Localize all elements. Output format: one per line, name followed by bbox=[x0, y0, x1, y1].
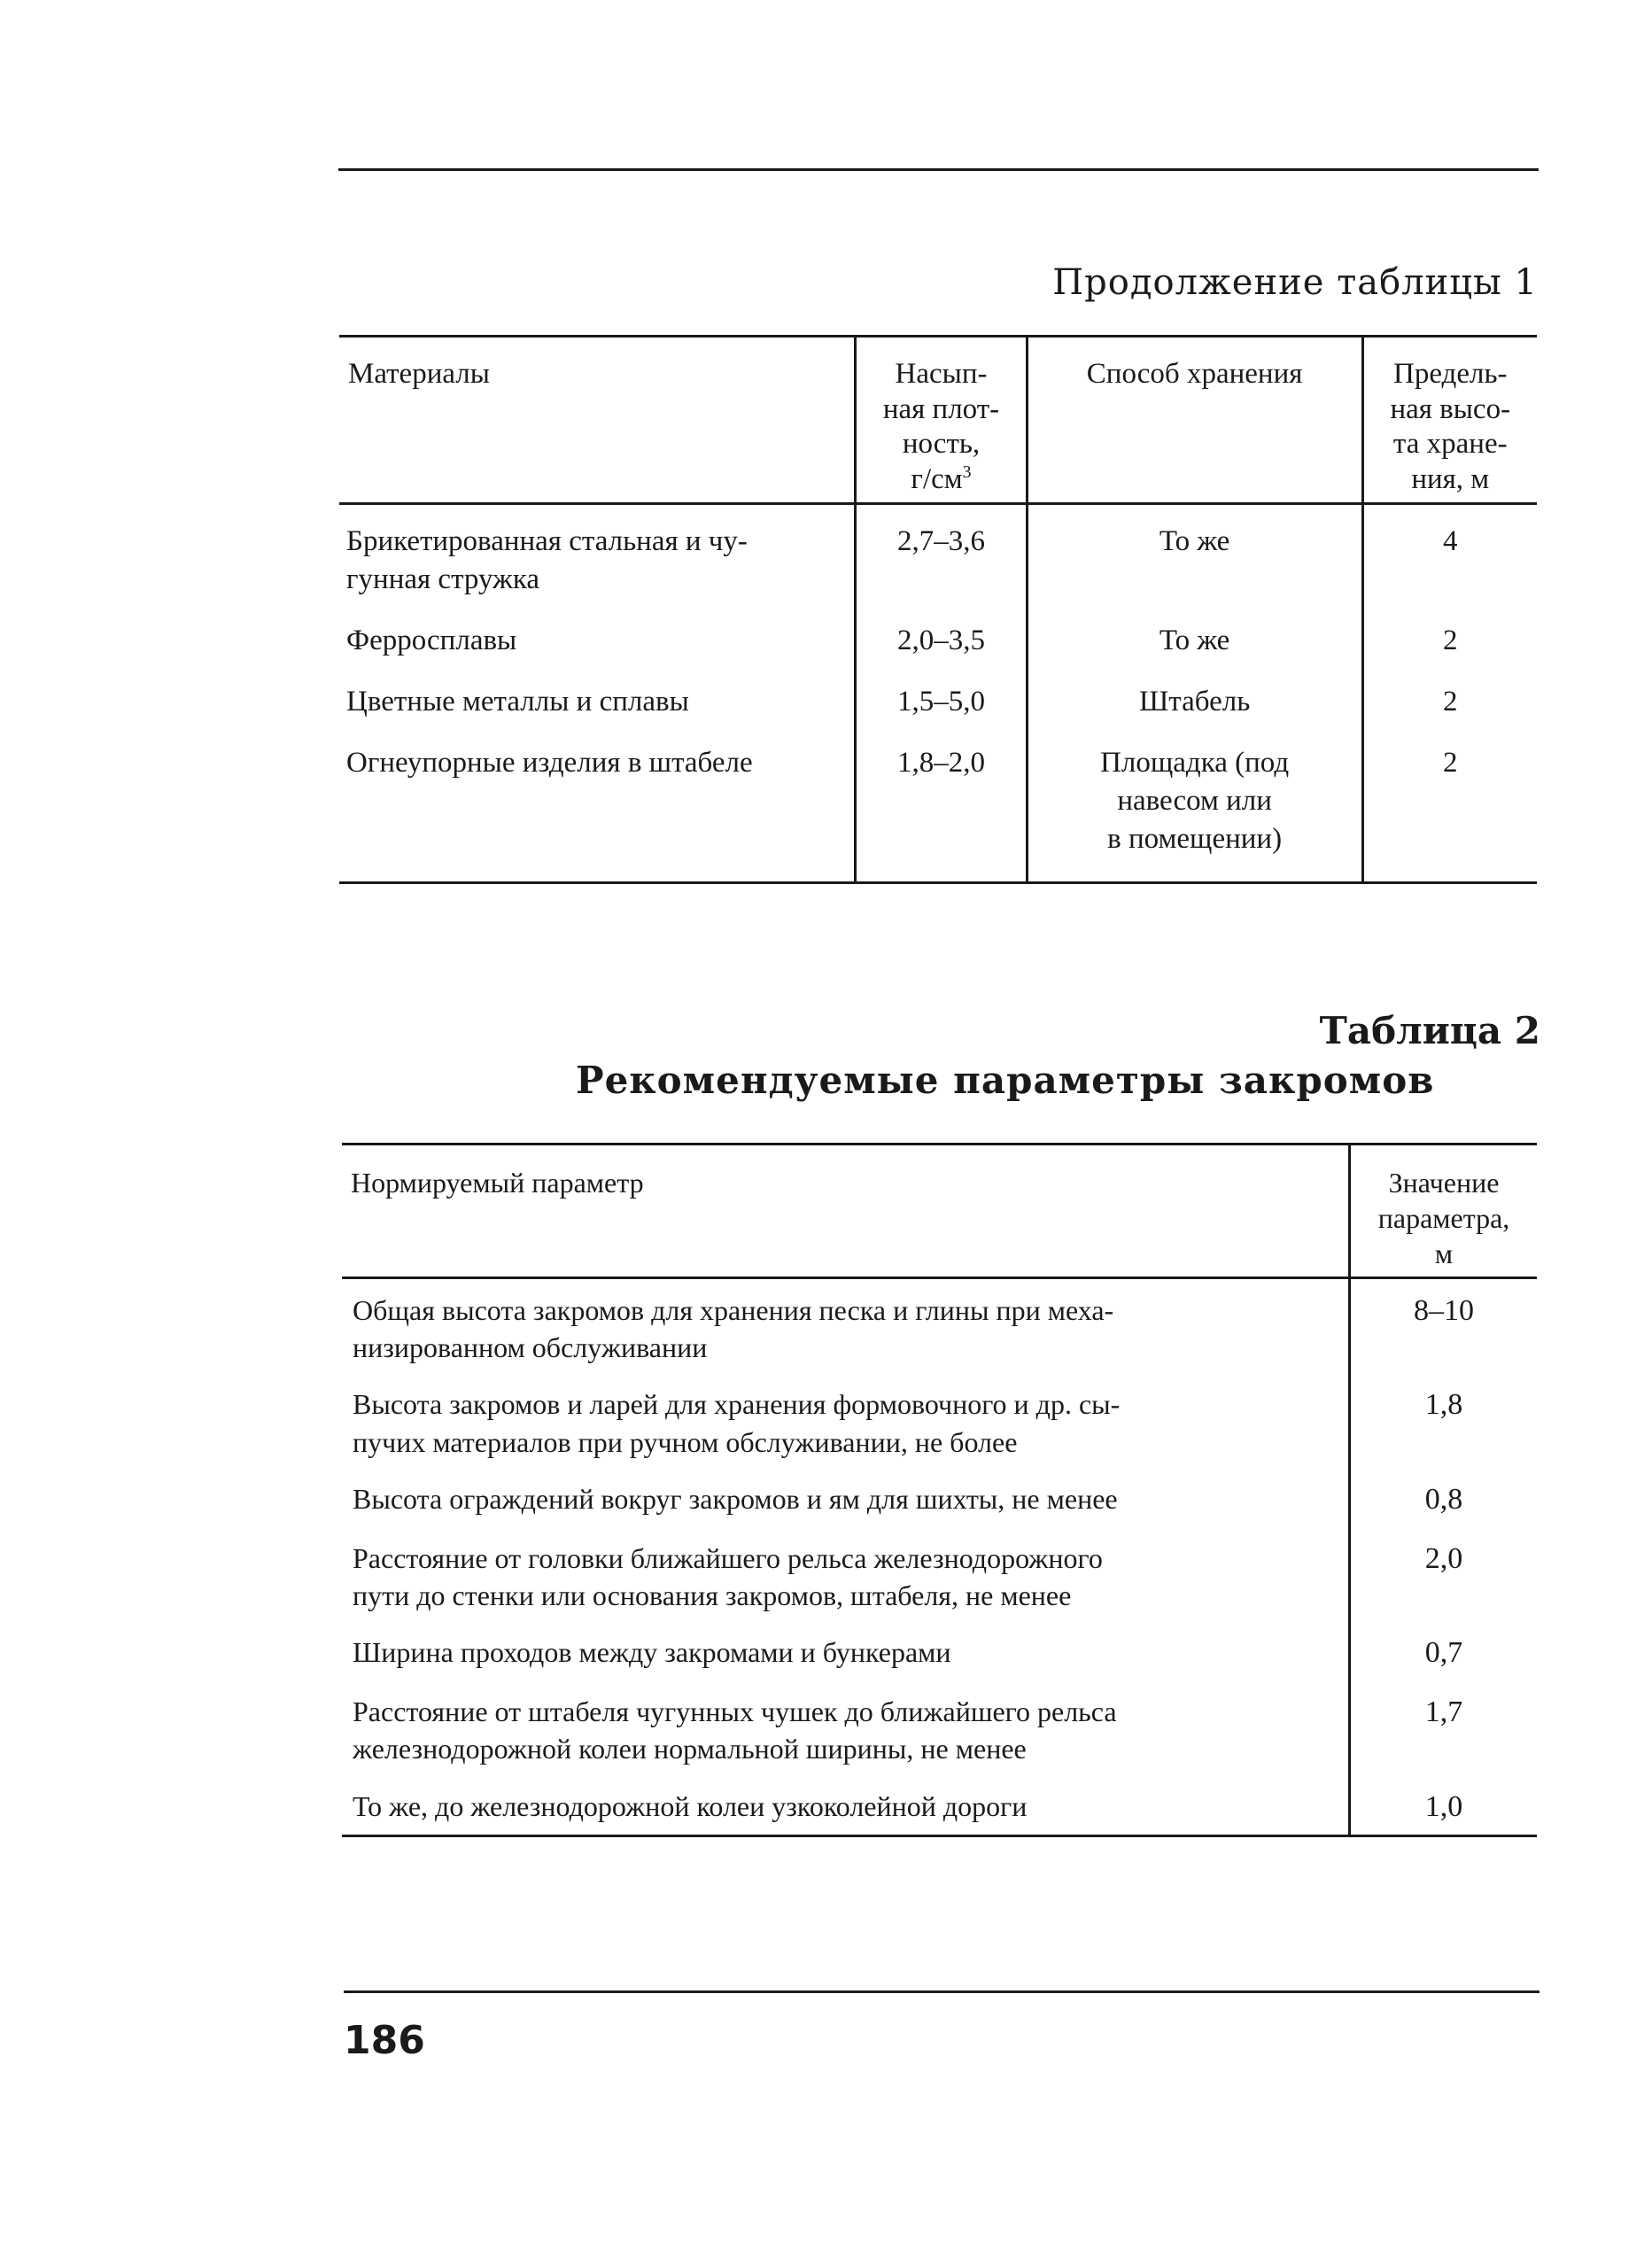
cell-density: 2,0–3,5 bbox=[856, 604, 1027, 665]
cell-density: 2,7–3,6 bbox=[856, 504, 1027, 604]
table1 bbox=[339, 335, 1537, 884]
table-row bbox=[342, 1680, 1537, 1774]
header-density-label: Насып- ная плот- ность, г/см bbox=[882, 358, 1000, 495]
table-row bbox=[339, 665, 1537, 726]
table-row bbox=[339, 604, 1537, 665]
table-row bbox=[339, 504, 1537, 604]
table2-title: Рекомендуемые параметры закромов bbox=[576, 1059, 1435, 1102]
table-row bbox=[342, 1468, 1537, 1527]
cell-parameter: Расстояние от головки ближайшего рельса железнодорожного пути до стенки или основания закромов, штабеля, не менее bbox=[353, 1541, 1103, 1612]
table1-header-density bbox=[856, 337, 1027, 504]
header-height-label: Предель- ная высо- та хране- ния, м bbox=[1390, 358, 1511, 495]
table1-header-height bbox=[1362, 337, 1537, 504]
header-parameter-label: Нормируемый параметр bbox=[351, 1167, 644, 1199]
cell-value: 2,0 bbox=[1350, 1527, 1537, 1621]
cell-parameter: То же, до железнодорожной колеи узкоколейной дороги bbox=[353, 1789, 1028, 1822]
cell-material: Брикетированная стальная и чу- гунная стружка bbox=[346, 525, 748, 596]
table2-header-value bbox=[1350, 1145, 1537, 1278]
cell-density: 1,8–2,0 bbox=[856, 726, 1027, 882]
cell-storage: Штабель bbox=[1027, 665, 1362, 726]
cell-material: Огнеупорные изделия в штабеле bbox=[346, 746, 753, 779]
cell-parameter: Высота закромов и ларей для хранения формовочного и др. сы- пучих материалов при ручном обслуживании, не более bbox=[353, 1388, 1121, 1458]
table1-caption: Продолжение таблицы 1 bbox=[1052, 262, 1538, 303]
cell-material: Цветные металлы и сплавы bbox=[346, 686, 689, 718]
table-row bbox=[339, 726, 1537, 882]
cell-height: 2 bbox=[1362, 604, 1537, 665]
cell-density: 1,5–5,0 bbox=[856, 665, 1027, 726]
cell-parameter: Расстояние от штабеля чугунных чушек до ближайшего рельса железнодорожной колеи нормальной ширины, не менее bbox=[353, 1695, 1117, 1765]
cell-storage: То же bbox=[1027, 504, 1362, 604]
header-density-superscript: 3 bbox=[962, 462, 972, 482]
cell-storage: Площадка (под навесом или в помещении) bbox=[1027, 726, 1362, 882]
cell-parameter: Общая высота закромов для хранения песка и глины при меха- низированном обслуживании bbox=[353, 1294, 1114, 1364]
cell-value: 0,7 bbox=[1350, 1621, 1537, 1680]
header-storage-label: Способ хранения bbox=[1086, 358, 1303, 390]
cell-parameter: Ширина проходов между закромами и бункерами bbox=[353, 1636, 951, 1669]
cell-storage: То же bbox=[1027, 604, 1362, 665]
cell-height: 2 bbox=[1362, 726, 1537, 882]
table2-header-row bbox=[342, 1145, 1537, 1278]
footer-rule bbox=[344, 1990, 1540, 1993]
cell-value: 1,7 bbox=[1350, 1680, 1537, 1774]
cell-value: 8–10 bbox=[1350, 1278, 1537, 1374]
cell-value: 1,8 bbox=[1350, 1373, 1537, 1467]
table-row bbox=[342, 1621, 1537, 1680]
header-material-label: Материалы bbox=[348, 358, 490, 390]
table-row bbox=[342, 1278, 1537, 1374]
table-row bbox=[342, 1775, 1537, 1835]
cell-height: 4 bbox=[1362, 504, 1537, 604]
cell-value: 1,0 bbox=[1350, 1775, 1537, 1835]
cell-value: 0,8 bbox=[1350, 1468, 1537, 1527]
table1-header-row bbox=[339, 337, 1537, 504]
page-number: 186 bbox=[344, 2018, 425, 2063]
cell-material: Ферросплавы bbox=[346, 625, 517, 657]
table2 bbox=[342, 1143, 1537, 1837]
cell-height: 2 bbox=[1362, 665, 1537, 726]
table1-header-storage bbox=[1027, 337, 1362, 504]
table1-header-material bbox=[339, 337, 856, 504]
table-row bbox=[342, 1373, 1537, 1467]
header-rule bbox=[338, 168, 1539, 171]
table-row bbox=[342, 1527, 1537, 1621]
table2-caption: Таблица 2 bbox=[1319, 1009, 1540, 1052]
header-value-label: Значение параметра, м bbox=[1377, 1167, 1510, 1269]
cell-parameter: Высота ограждений вокруг закромов и ям для шихты, не менее bbox=[353, 1482, 1118, 1515]
table2-header-parameter bbox=[342, 1145, 1350, 1278]
